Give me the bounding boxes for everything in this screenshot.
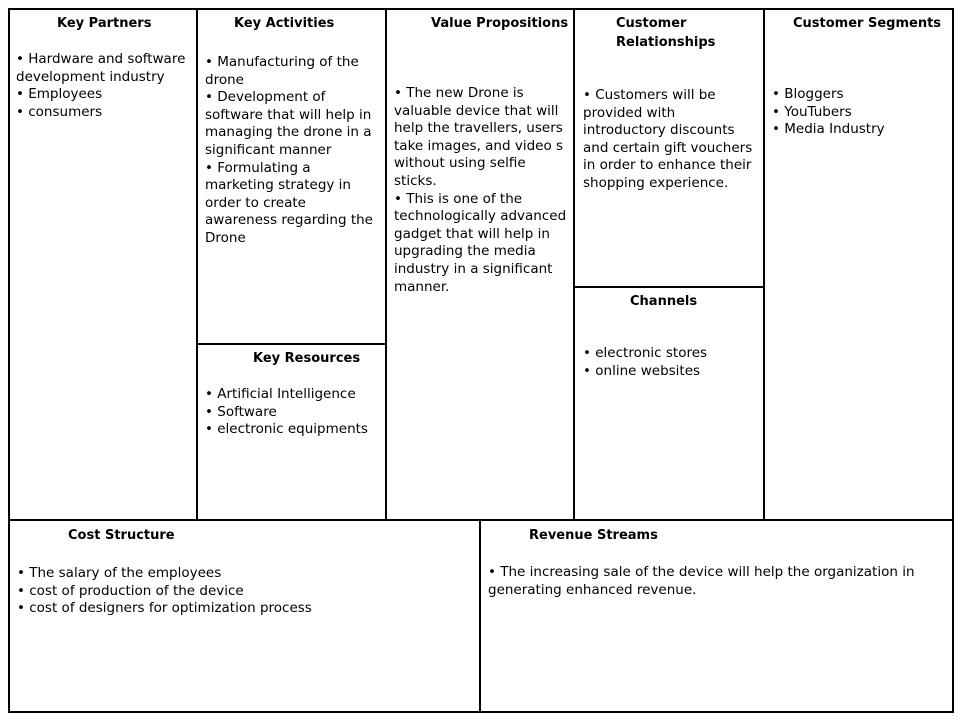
key-partners-title: Key Partners	[57, 16, 152, 31]
list-item: • electronic equipments	[205, 421, 368, 438]
list-item: • consumers	[16, 103, 103, 120]
list-item: • cost of production of the device	[17, 582, 244, 599]
key-activities-list	[205, 54, 381, 248]
key-resources-list	[205, 386, 381, 439]
list-item: • Customers will be provided with introductory discounts and certain gift vouchers in order to enhance their shopping experience.	[583, 87, 753, 191]
cost-structure-block	[10, 521, 479, 711]
customer-relationships-list	[583, 87, 758, 193]
list-item: • cost of designers for optimization process	[17, 600, 312, 617]
list-item: • Media Industry	[772, 121, 885, 138]
key-resources-title: Key Resources	[253, 351, 361, 366]
customer-segments-title: Customer Segments	[793, 16, 942, 31]
list-item: • This is one of the technologically advanced gadget that will help in upgrading the media industry in a significant manner.	[394, 190, 567, 295]
list-item: • Bloggers	[772, 86, 844, 102]
key-activities-title: Key Activities	[234, 16, 335, 31]
revenue-streams-list	[488, 564, 933, 599]
customer-segments-list	[772, 86, 948, 139]
list-item: • Software	[205, 403, 277, 420]
value-propositions-block	[387, 10, 573, 519]
list-item: • electronic stores	[583, 345, 708, 361]
revenue-streams-block	[481, 521, 952, 711]
channels-title: Channels	[630, 294, 698, 309]
customer-relationships-block	[575, 10, 763, 286]
key-activities-block	[198, 10, 385, 343]
border-bottom	[8, 711, 954, 713]
key-partners-list	[16, 51, 196, 121]
border-right	[952, 8, 954, 713]
key-resources-block	[198, 345, 385, 519]
list-item: • online websites	[583, 362, 701, 379]
list-item: • Hardware and software development industry	[16, 51, 186, 85]
list-item: • Employees	[16, 86, 103, 103]
value-propositions-title: Value Propositions	[431, 16, 569, 31]
revenue-streams-title: Revenue Streams	[529, 528, 658, 543]
list-item: • Development of software that will help in managing the drone in a significant manner	[205, 89, 372, 158]
customer-segments-block	[765, 10, 952, 519]
cost-structure-title: Cost Structure	[68, 528, 175, 543]
key-partners-block	[10, 10, 196, 519]
cost-structure-list	[17, 565, 472, 618]
value-propositions-list	[394, 85, 570, 296]
list-item: • The new Drone is valuable device that will help the travellers, users take images, and video s without using selfie sticks.	[394, 85, 564, 189]
list-item: • Manufacturing of the drone	[205, 54, 359, 88]
channels-list	[583, 345, 758, 380]
list-item: • The salary of the employees	[17, 565, 222, 581]
list-item: • The increasing sale of the device will help the organization in generating enhanced revenue.	[488, 564, 915, 598]
list-item: • Artificial Intelligence	[205, 386, 356, 402]
customer-relationships-title: Customer Relationships	[616, 16, 716, 50]
list-item: • Formulating a marketing strategy in order to create awareness regarding the Drone	[205, 159, 373, 246]
list-item: • YouTubers	[772, 103, 852, 120]
channels-block	[575, 288, 763, 519]
